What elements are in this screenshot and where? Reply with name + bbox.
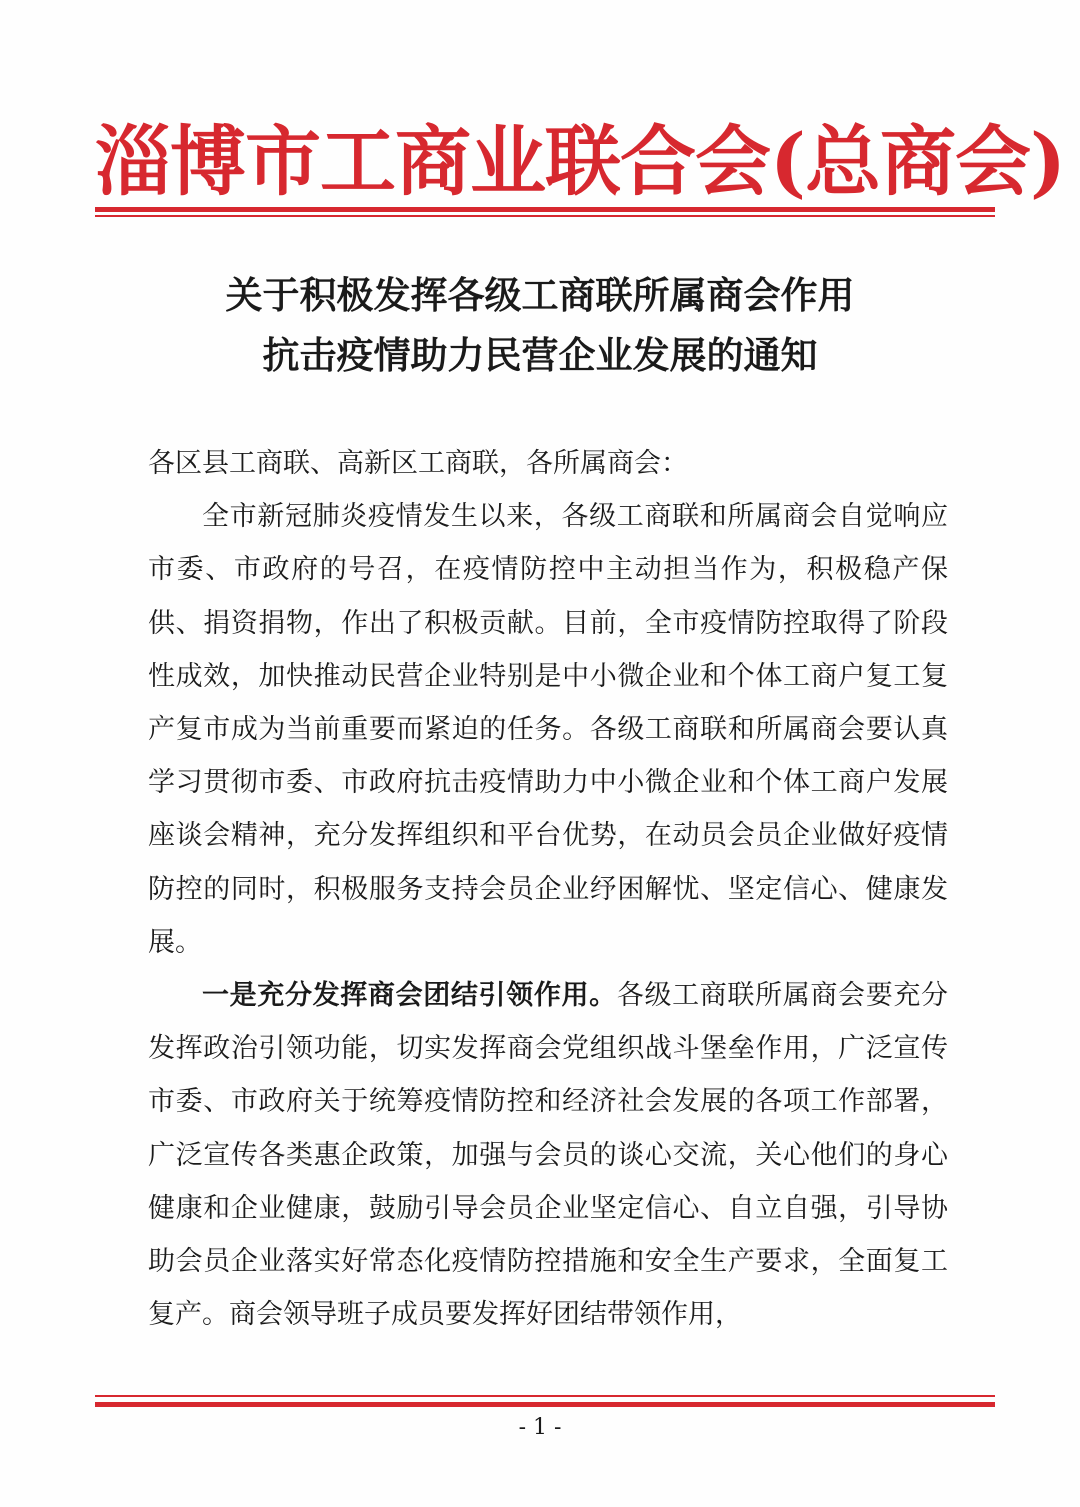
body-paragraph-2 — [148, 969, 948, 1341]
letterhead-rule-thin — [95, 215, 995, 217]
paragraph-2-lead: 一是充分发挥商会团结引领作用。 — [202, 980, 617, 1012]
paragraph-2-text: 各级工商联所属商会要充分发挥政治引领功能，切实发挥商会党组织战斗堡垒作用，广泛宣传市委、市政府关于统筹疫情防控和经济社会发展的各项工作部署，广泛宣传各类惠企政策，加强与会员的谈心交流，关心他们的身心健康和企业健康，鼓励引导会员企业坚定信心、自立自强，引导协助会员企业落实好常态化疫情防控措施和安全生产要求，全面复工复产。商会领导班子成员要发挥好团结带领作用， — [148, 980, 949, 1331]
letterhead-org-name: 淄博市工商业联合会(总商会) — [95, 117, 1065, 206]
body-paragraph-1 — [148, 490, 948, 969]
notice-title-line-1: 关于积极发挥各级工商联所属商会作用 — [225, 273, 855, 317]
salutation: 各区县工商联、高新区工商联，各所属商会： — [148, 448, 688, 479]
notice-body — [148, 437, 948, 1341]
footer-rule-thin — [95, 1395, 995, 1397]
notice-title-line-2: 抗击疫情助力民营企业发展的通知 — [262, 333, 818, 377]
footer-rule-thick — [95, 1402, 995, 1407]
letterhead-rule-thick — [95, 207, 995, 212]
paragraph-1-text: 全市新冠肺炎疫情发生以来，各级工商联和所属商会自觉响应市委、市政府的号召，在疫情防控中主动担当作为，积极稳产保供、捐资捐物，作出了积极贡献。目前，全市疫情防控取得了阶段性成效，加快推动民营企业特别是中小微企业和个体工商户复工复产复市成为当前重要而紧迫的任务。各级工商联和所属商会要认真学习贯彻市委、市政府抗击疫情助力中小微企业和个体工商户发展座谈会精神，充分发挥组织和平台优势，在动员会员企业做好疫情防控的同时，积极服务支持会员企业纾困解忧、坚定信心、健康发展。 — [148, 501, 948, 958]
page-number: - 1 - — [518, 1415, 562, 1440]
